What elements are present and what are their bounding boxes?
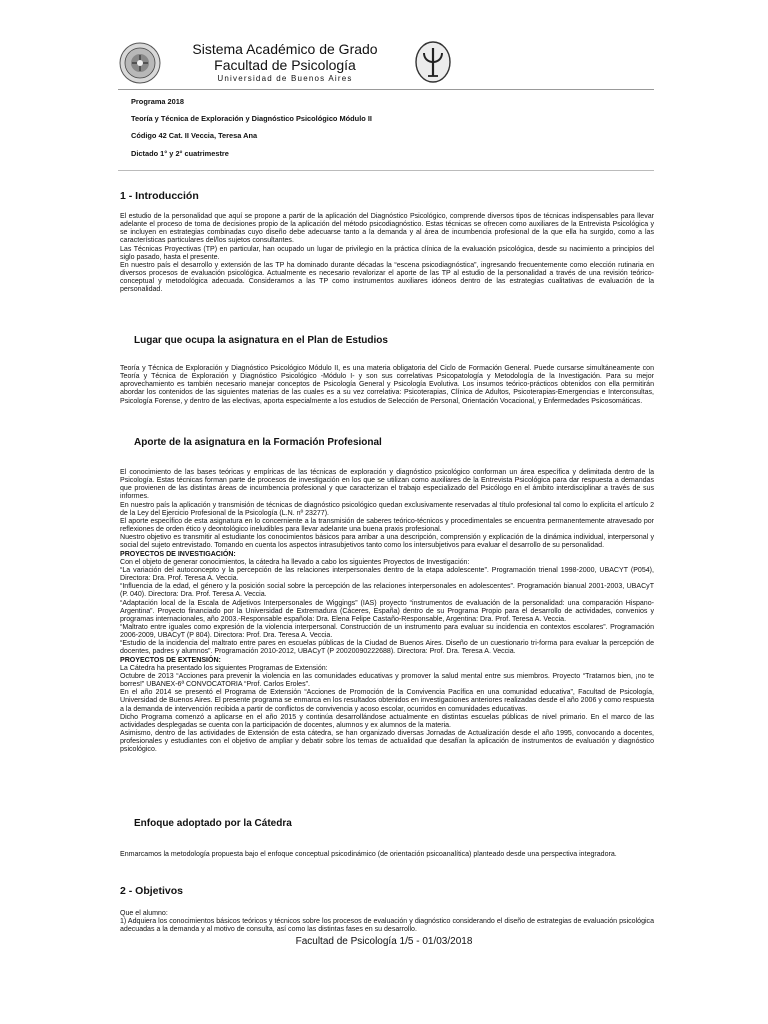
paragraph: En nuestro país el desarrollo y extensión de las TP ha dominado durante décadas la “escena psicodiagnóstica”, ingresando frecuentemente como elección rutinaria en diversos procesos de evaluación psicológica. Actualmente es necesario revalorizar el aporte de las TP al estudio de la personalidad a través de una revisión teórico-conceptual y metodológica adecuada. Consideramos a las TP como instrumentos auxiliares idóneos dentro de las estrategias cualitativas de evaluación de la personalidad. bbox=[120, 261, 654, 294]
intro-heading: 1 - Introducción bbox=[120, 190, 199, 202]
course-code: Código 42 Cat. II Veccia, Teresa Ana bbox=[131, 131, 258, 140]
header-divider bbox=[118, 89, 654, 90]
page-footer: Facultad de Psicología 1/5 - 01/03/2018 bbox=[295, 936, 473, 947]
project-item: “La variación del autoconcepto y la percepción de las relaciones interpersonales dentro de la etapa adolescente”. Programación trienal 1998-2000, UBACYT (P054), Directora: Dra. Prof. Teresa A. Veccia. bbox=[120, 566, 654, 583]
enfoque-heading: Enfoque adoptado por la Cátedra bbox=[134, 818, 292, 829]
objetivos-body bbox=[120, 910, 654, 934]
enfoque-body bbox=[120, 851, 654, 859]
paragraph: 1) Adquiera los conocimientos básicos teóricos y técnicos sobre los procesos de evaluación y diagnóstico considerando el diseño de estrategias de evaluación psicológica adecuadas a la demanda y al motivo de consulta, así como las distintas fases en su desarrollo. bbox=[120, 918, 654, 934]
paragraph: El aporte específico de esta asignatura en lo concerniente a la transmisión de saberes teórico-técnicos y procedimentales se encuentra permanentemente atravesado por reflexiones de orden ético y deontológico ineludibles para llevar adelante una buena praxis profesional. bbox=[120, 517, 654, 534]
paragraph: Nuestro objetivo es transmitir al estudiante los conocimientos básicos para arribar a una descripción, comprensión y explicación de la dinámica individual, interpersonal y social del sujeto entrevistado. Tomando en cuenta los aspectos intrasubjetivos tanto como los intersubjetivos para evaluar el desarrollo de su personalidad. bbox=[120, 534, 654, 550]
aporte-body bbox=[120, 469, 654, 754]
paragraph: En el año 2014 se presentó el Programa de Extensión “Acciones de Promoción de la Convivencia Pacífica en una comunidad educativa”, Facultad de Psicología, Universidad de Buenos Aires. El presente programa se enmarca en los resultados obtenidos en investigaciones anteriores realizadas desde el año 2006 y como respuesta a la demanda de intervención recibida a partir de conflictos de convivencia y acoso escolar, ocurridos en comunidades educativas. bbox=[120, 689, 654, 713]
paragraph: Asimismo, dentro de las actividades de Extensión de esta cátedra, se han organizado diversas Jornadas de Actualización desde el año 1995, convocando a docentes, profesionales y estudiantes con el objetivo de ampliar y debatir sobre los temas de actualidad que desafían la aplicación de instrumentos de evaluación y diagnóstico psicológico. bbox=[120, 730, 654, 754]
university-seal-icon bbox=[119, 42, 161, 84]
system-title: Sistema Académico de Grado bbox=[192, 41, 378, 57]
research-projects-label: PROYECTOS DE INVESTIGACIÓN: bbox=[120, 550, 236, 558]
project-item: “Estudio de la incidencia del maltrato entre pares en escuelas públicas de la Ciudad de Buenos Aires. Diseño de un cuestionario tri-forma para evaluar la percepción de docentes, padres y alumnos”. Programación 2010-2012, UBACyT (P 20020090222688). Directora: Prof. Dra. Teresa A. Veccia. bbox=[120, 640, 654, 656]
header-title-block bbox=[160, 42, 410, 83]
dictado: Dictado 1° y 2° cuatrimestre bbox=[131, 149, 229, 158]
paragraph: Dicho Programa comenzó a aplicarse en el año 2015 y continúa desarrollándose actualmente en distintas escuelas públicas de nivel primario. En el marco de las actividades desplegadas se cuenta con la participación de docentes, alumnos y ex alumnos de la materia. bbox=[120, 713, 654, 729]
course-title: Teoría y Técnica de Exploración y Diagnóstico Psicológico Módulo II bbox=[131, 114, 372, 123]
paragraph: Octubre de 2013 “Acciones para prevenir la violencia en las comunidades educativas y promover la salud mental entre sus miembros. Proyecto “Tratarnos bien, ¡no te borres!” UBANEX-6ª CONVOCATORIA “Prof. Carlos Eroles”. bbox=[120, 672, 654, 689]
lugar-heading: Lugar que ocupa la asignatura en el Plan de Estudios bbox=[134, 335, 388, 346]
psi-logo-icon bbox=[414, 40, 452, 86]
project-item: “Maltrato entre iguales como expresión de la violencia interpersonal. Construcción de un instrumento para evaluar su incidencia en contextos escolares”. Programación 2006-2009, UBACyT (P 804). Directora: Prof. Dra. Teresa A. Veccia. bbox=[120, 623, 654, 640]
program-year: Programa 2018 bbox=[131, 97, 184, 106]
intro-body bbox=[120, 213, 654, 295]
paragraph: El conocimiento de las bases teóricas y empíricas de las técnicas de exploración y diagnóstico psicológico conforman un área específica y delimitada dentro de la Psicología. Estas técnicas forman parte de procesos de investigación en los que se utilizan como auxiliares de la Entrevista Psicológica para dar respuesta a demandas que provienen de las distintas áreas de incumbencia profesional y que caracterizan el trabajo especializado del Psicólogo en el ámbito interdisciplinar a través de sus informes. bbox=[120, 469, 654, 501]
extension-projects-label: PROYECTOS DE EXTENSIÓN: bbox=[120, 656, 221, 664]
university-name: Universidad de Buenos Aires bbox=[217, 74, 353, 83]
paragraph: En nuestro país la aplicación y transmisión de técnicas de diagnóstico psicológico quedan exclusivamente reservadas al título profesional tal como lo explicita el artículo 2 de la Ley del Ejercicio Profesional de la Psicología (L.N. nº 23277). bbox=[120, 501, 654, 517]
project-item: “Adaptación local de la Escala de Adjetivos Interpersonales de Wiggings” (IAS) proyecto “instrumentos de evaluación de la personalidad: una comparación Hispano-Argentina”. Proyecto financiado por la Universidad de Extremadura (Cáceres, España) dentro de su Programa Propio para el desarrollo de actividades, convenios y programas internacionales, año 2003.-Responsable española: Dra. Elena Felipe Castaño-Responsable, Argentina: Dra. Prof. Teresa A. Veccia. bbox=[120, 599, 654, 623]
project-item: “Influencia de la edad, el género y la posición social sobre la percepción de las relaciones interpersonales en adolescentes”. Programación bianual 2001-2003, UBACyT (P. 040). Directora: Dra. Prof. Teresa A. Veccia. bbox=[120, 583, 654, 599]
paragraph: Las Técnicas Proyectivas (TP) en particular, han ocupado un lugar de privilegio en la práctica clínica de la evaluación psicológica, desde su nacimiento a principios del siglo pasado, hasta el presente. bbox=[120, 245, 654, 261]
paragraph: Enmarcamos la metodología propuesta bajo el enfoque conceptual psicodinámico (de orientación psicoanalítica) planteado desde una perspectiva integradora. bbox=[120, 851, 617, 858]
paragraph: Que el alumno: bbox=[120, 910, 168, 917]
lugar-body bbox=[120, 365, 654, 406]
faculty-name: Facultad de Psicología bbox=[214, 57, 356, 73]
paragraph: El estudio de la personalidad que aquí se propone a partir de la aplicación del Diagnóstico Psicológico, comprende diversos tipos de técnicas indispensables para llevar adelante el proceso de toma de decisiones propio de la aplicación del método psicodiagnóstico. Estas técnicas se ofrecen como auxiliares de la Entrevista Psicológica y se incluyen en estrategias combinadas cuyo diseño debe adecuarse tanto a la demanda y al área de incumbencia profesional de la que ella ha surgido, como a las características particulares del/los sujetos consultantes. bbox=[120, 213, 654, 245]
paragraph: Con el objeto de generar conocimientos, la cátedra ha llevado a cabo los siguientes Proyectos de Investigación: bbox=[120, 558, 470, 566]
objetivos-heading: 2 - Objetivos bbox=[120, 885, 184, 897]
aporte-heading: Aporte de la asignatura en la Formación Profesional bbox=[134, 437, 382, 448]
paragraph: La Cátedra ha presentado los siguientes Programas de Extensión: bbox=[120, 664, 328, 672]
section-divider bbox=[118, 170, 654, 171]
paragraph: Teoría y Técnica de Exploración y Diagnóstico Psicológico Módulo II, es una materia obligatoria del Ciclo de Formación General. Puede cursarse simultáneamente con Teoría y Técnica de Exploración y Diagnóstico Psicológico -Módulo I- y son sus correlativas Psicopatología y Metodología de la Investigación. Para su mejor aprovechamiento es también necesario manejar conceptos de Psicología General y Psicología Evolutiva. Los insumos teórico-prácticos obtenidos con ella permitirán abordar los contenidos de las siguientes materias de las cuales es a su vez correlativa: Psicoterapias, Clínica de Adultos, Psicoterapias-Emergencias e Interconsultas, Psicología Forense, y dentro de las electivas, aporta especialmente a los estudios de Selección de Personal, Orientación Vocacional, y Enfermedades Psicosomáticas. bbox=[120, 365, 654, 405]
